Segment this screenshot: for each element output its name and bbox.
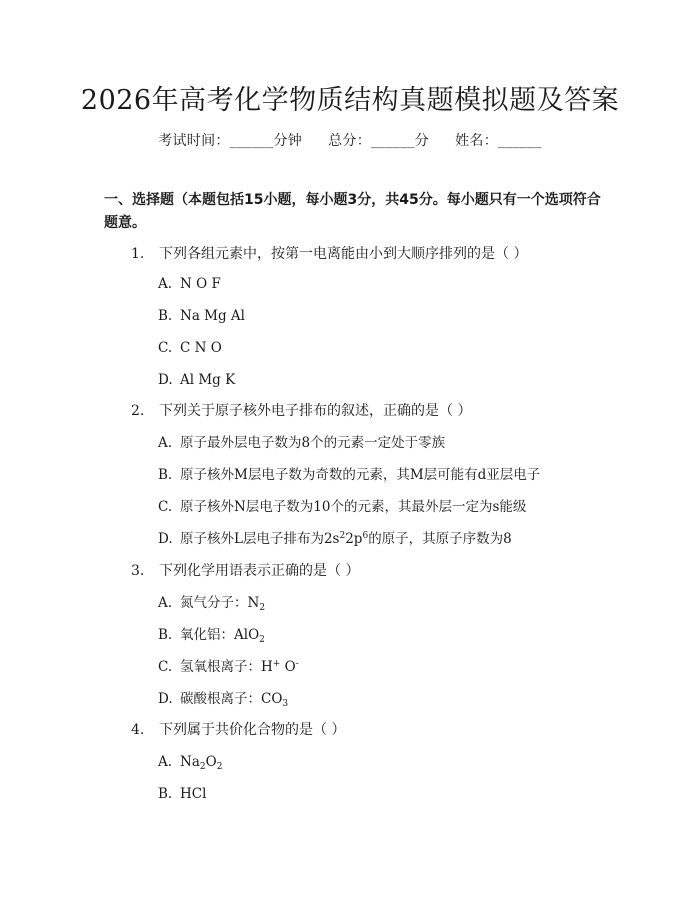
option-text: 原子核外N层电子数为10个的元素，其最外层一定为s能级: [180, 499, 527, 515]
option-letter: B.: [158, 467, 173, 483]
option-text-mid: 2p: [345, 531, 363, 547]
document-title: 2026年高考化学物质结构真题模拟题及答案: [80, 85, 620, 116]
option-text: C N O: [180, 340, 222, 356]
subscript: 2: [259, 603, 266, 613]
question-3-option-d: [158, 689, 288, 709]
option-label: 氮气分子：: [180, 595, 248, 611]
question-text: 下列属于共价化合物的是（ ）: [159, 722, 346, 738]
formula: O: [205, 754, 217, 770]
formula: H: [261, 659, 273, 675]
option-text: HCl: [180, 786, 207, 802]
exam-time-field: 考试时间：______分钟: [158, 133, 303, 149]
total-score-field: 总分：______分: [328, 133, 430, 149]
option-letter: A.: [158, 276, 173, 292]
question-1-option-c: [158, 338, 222, 358]
option-text: 原子核外M层电子数为奇数的元素，其M层可能有d亚层电子: [180, 467, 541, 483]
question-3: [131, 561, 359, 581]
question-3-option-b: [158, 625, 265, 645]
subscript: 2: [216, 762, 223, 772]
option-letter: C.: [158, 340, 173, 356]
formula: Na: [180, 754, 200, 770]
exam-info-line: [0, 130, 700, 150]
option-text: 原子最外层电子数为8个的元素一定处于零族: [180, 435, 446, 451]
question-4: [131, 720, 345, 740]
option-text-suffix: 的原子，其原子序数为8: [368, 531, 512, 547]
option-letter: D.: [158, 372, 173, 388]
superscript: 2: [339, 531, 346, 541]
question-1-option-a: [158, 274, 221, 294]
formula: CO: [261, 691, 283, 707]
option-letter: B.: [158, 627, 173, 643]
question-1-option-d: [158, 370, 235, 390]
option-letter: A.: [158, 595, 173, 611]
question-4-option-a: [158, 752, 222, 772]
question-2-option-d: [158, 529, 512, 549]
option-letter: D.: [158, 691, 173, 707]
option-letter: D.: [158, 531, 173, 547]
option-letter: B.: [158, 308, 173, 324]
option-letter: B.: [158, 786, 173, 802]
question-number: 1.: [131, 246, 145, 262]
question-3-option-c: [158, 657, 299, 677]
option-letter: A.: [158, 754, 173, 770]
option-label: 碳酸根离子：: [180, 691, 261, 707]
option-letter: A.: [158, 435, 173, 451]
question-2-option-c: [158, 497, 526, 517]
question-2-option-b: [158, 465, 540, 485]
question-1: [131, 244, 527, 264]
option-text-prefix: 原子核外L层电子排布为2s: [180, 531, 340, 547]
option-text: N O F: [180, 276, 221, 292]
option-letter: C.: [158, 499, 173, 515]
subscript: 3: [282, 699, 289, 709]
question-number: 2.: [131, 403, 145, 419]
question-2: [131, 401, 471, 421]
question-1-option-b: [158, 306, 245, 326]
section-heading: 一、选择题（本题包括15小题，每小题3分，共45分。每小题只有一个选项符合题意。: [104, 192, 601, 231]
question-4-option-b: [158, 784, 206, 804]
option-text: Na Mg Al: [180, 308, 245, 324]
question-number: 4.: [131, 722, 145, 738]
option-text: Al Mg K: [180, 372, 236, 388]
option-letter: C.: [158, 659, 173, 675]
question-text: 下列各组元素中，按第一电离能由小到大顺序排列的是（ ）: [159, 246, 528, 262]
student-name-field: 姓名：______: [455, 133, 542, 149]
question-text: 下列关于原子核外电子排布的叙述，正确的是（ ）: [159, 403, 472, 419]
formula: N: [247, 595, 260, 611]
subscript: 2: [199, 762, 206, 772]
formula: O: [284, 659, 296, 675]
question-3-option-a: [158, 593, 265, 613]
superscript: 6: [362, 531, 369, 541]
question-text: 下列化学用语表示正确的是（ ）: [159, 563, 360, 579]
option-label: 氧化铝：: [180, 627, 234, 643]
superscript: -: [295, 659, 299, 669]
subscript: 2: [259, 635, 265, 645]
formula: AlO: [234, 627, 260, 643]
question-2-option-a: [158, 433, 445, 453]
superscript: +: [272, 659, 281, 669]
option-label: 氢氧根离子：: [180, 659, 261, 675]
question-number: 3.: [131, 563, 145, 579]
